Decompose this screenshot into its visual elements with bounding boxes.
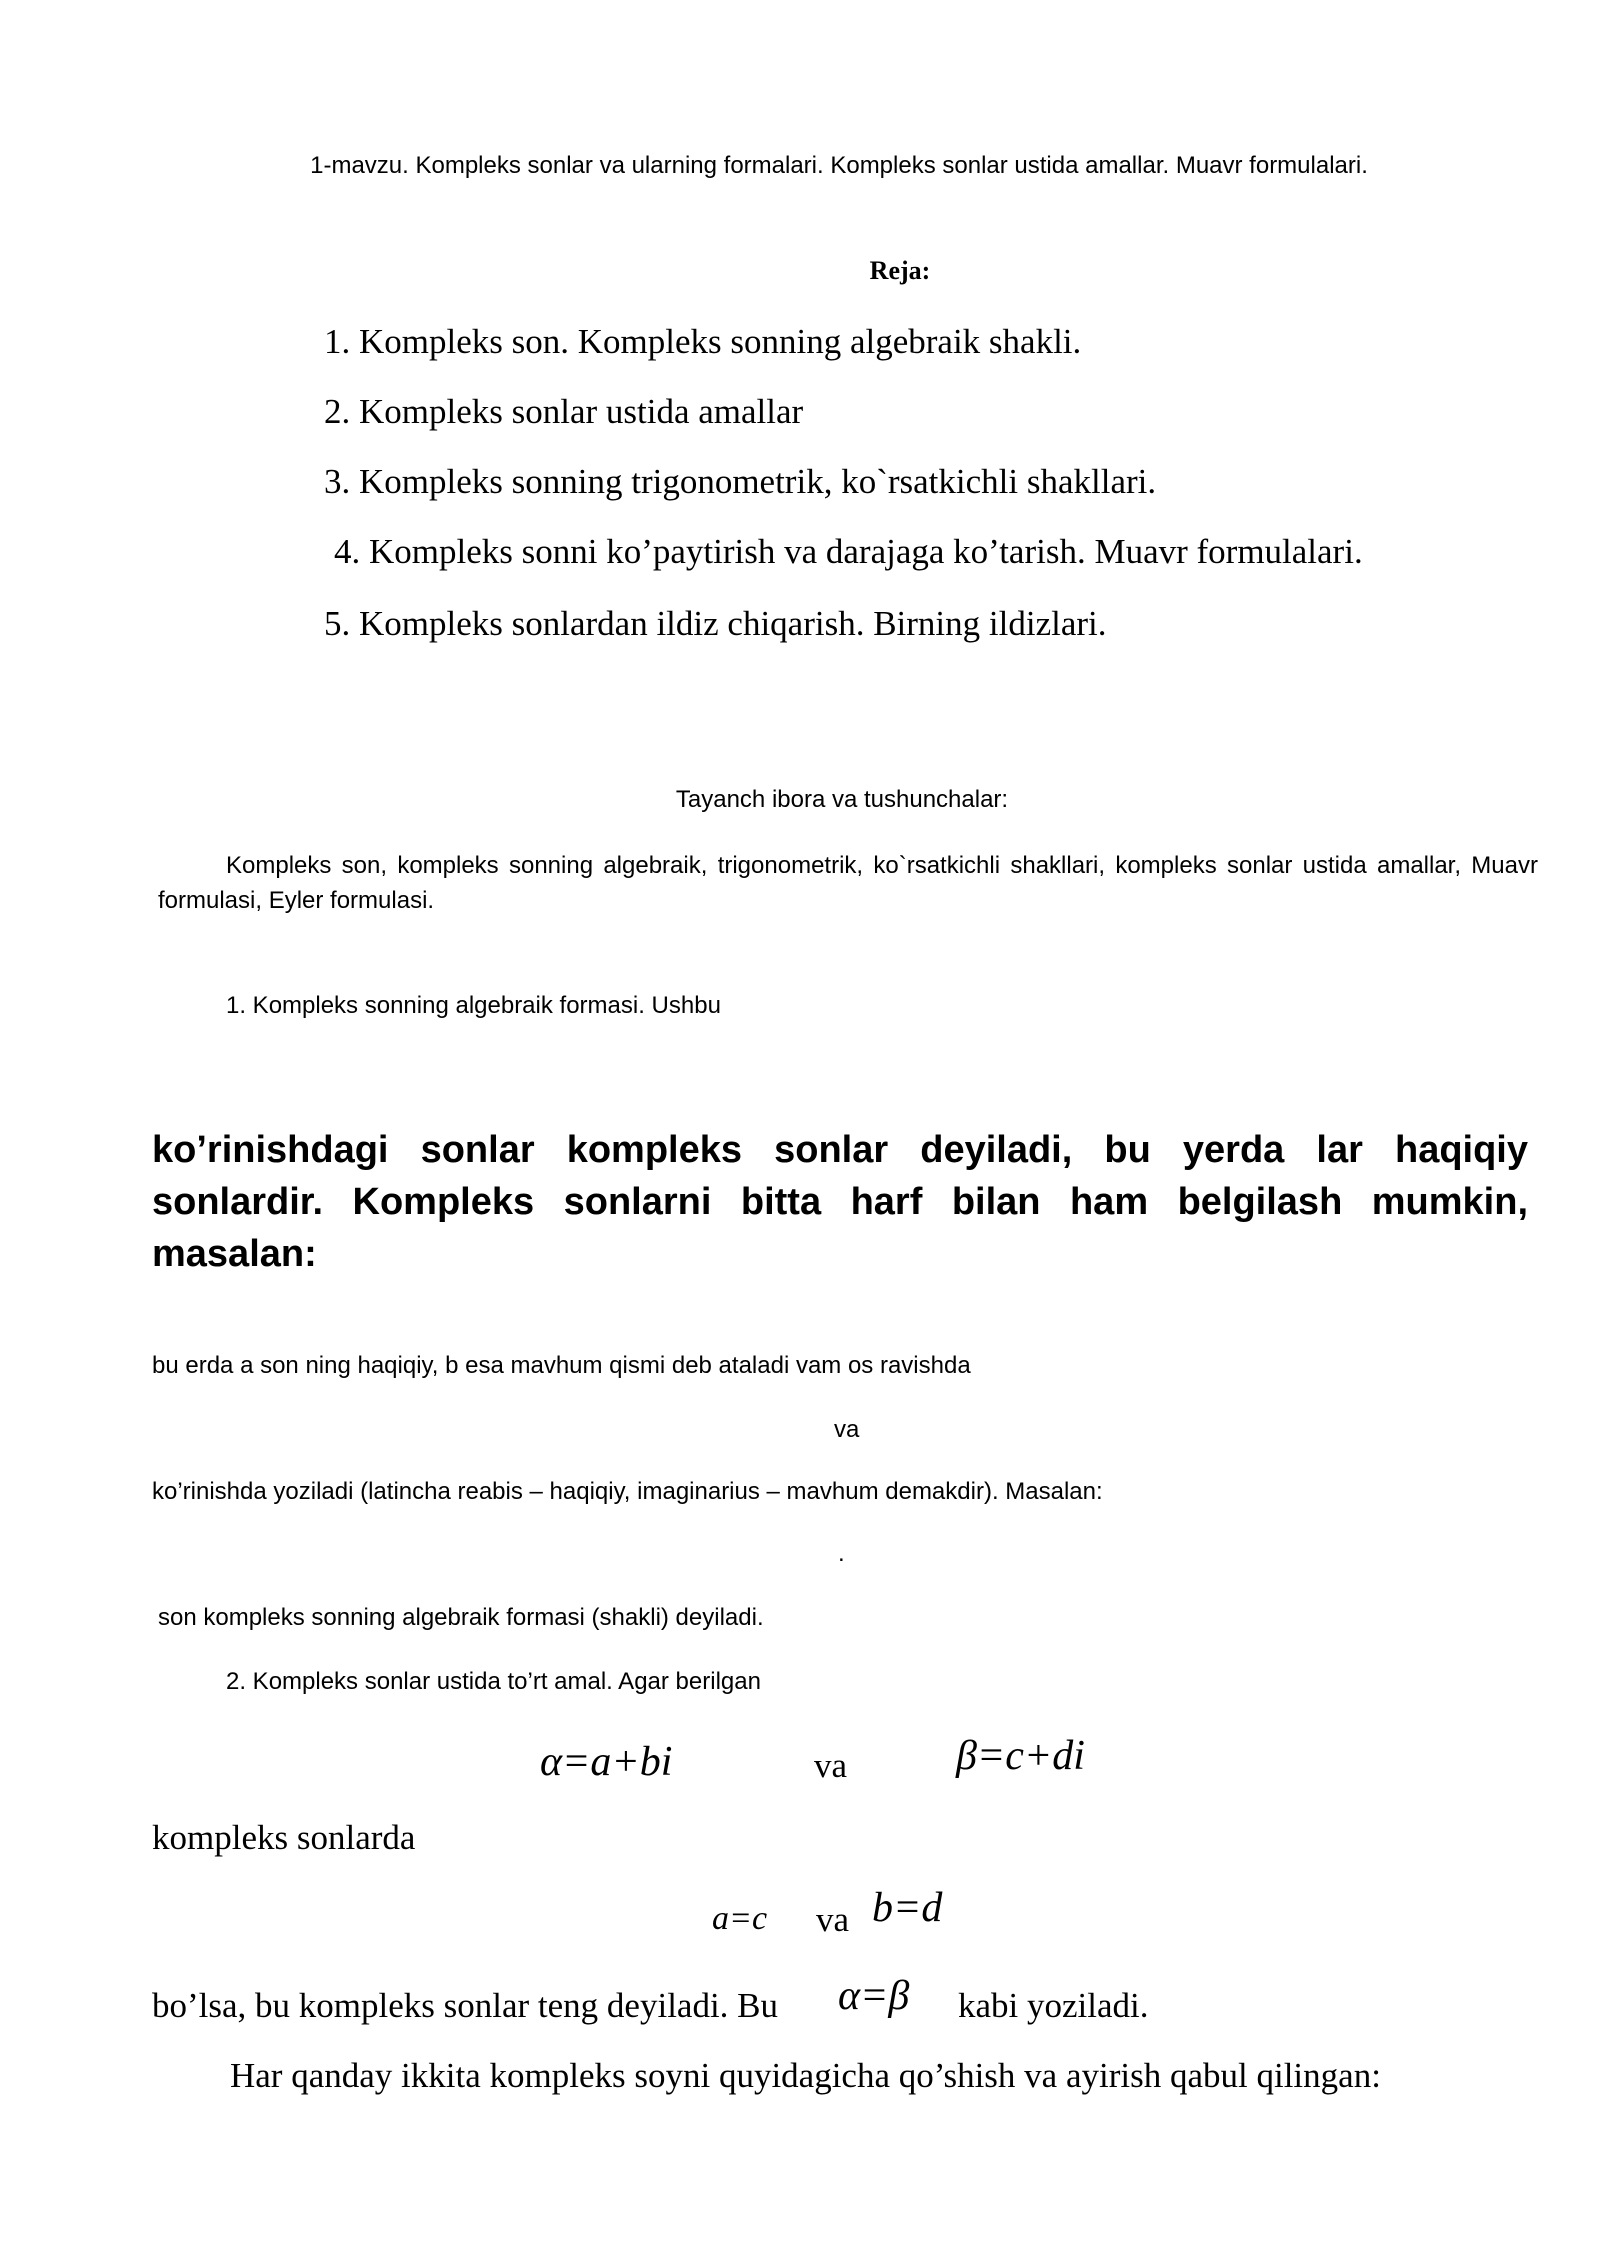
equality-text-before: bo’lsa, bu kompleks sonlar teng deyiladi. Bu: [152, 1986, 779, 2025]
section1-dot: .: [838, 1540, 845, 1567]
formula-alpha-equals-beta: α=β: [838, 1973, 910, 2019]
formula-beta: β=c+di: [956, 1733, 1085, 1779]
plan-heading: Reja:: [869, 256, 931, 285]
plan-item: 1. Kompleks son. Kompleks sonning algebraik shakli.: [324, 322, 1082, 361]
section1-va: va: [834, 1416, 860, 1443]
keywords-heading: Tayanch ibora va tushunchalar:: [675, 786, 1009, 813]
section1-line1: bu erda a son ning haqiqiy, b esa mavhum qismi deb ataladi vam os ravishda: [152, 1352, 971, 1379]
formula-b-equals-d: b=d: [872, 1885, 943, 1931]
equality-text-after: kabi yoziladi.: [958, 1986, 1149, 2025]
plan-item: 2. Kompleks sonlar ustida amallar: [324, 392, 804, 431]
section1-line2: ko’rinishda yoziladi (latincha reabis – haqiqiy, imaginarius – mavhum demakdir). Masalan:: [152, 1478, 1103, 1505]
section2-intro: 2. Kompleks sonlar ustida to’rt amal. Agar berilgan: [226, 1668, 761, 1695]
formula-alpha: α=a+bi: [540, 1739, 673, 1785]
formula-a-equals-c: a=c: [712, 1900, 768, 1937]
section1-intro: 1. Kompleks sonning algebraik formasi. Ushbu: [226, 992, 721, 1019]
formula-va: va: [814, 1746, 848, 1785]
plan-item: 5. Kompleks sonlardan ildiz chiqarish. Birning ildizlari.: [324, 604, 1107, 643]
plan-item: 3. Kompleks sonning trigonometrik, ko`rsatkichli shakllari.: [324, 462, 1157, 501]
keywords-text: Kompleks son, kompleks sonning algebraik, trigonometrik, ko`rsatkichli shakllari, kompleks sonlar ustida amallar, Muavr formulasi, Eyler formulasi.: [158, 852, 1538, 914]
kompleks-sonlarda: kompleks sonlarda: [152, 1818, 416, 1857]
plan-item: 4. Kompleks sonni ko’paytirish va darajaga ko’tarish. Muavr formulalari.: [334, 532, 1363, 571]
section1-line3: son kompleks sonning algebraik formasi (shakli) deyiladi.: [158, 1604, 764, 1631]
addition-intro: Har qanday ikkita kompleks soyni quyidagicha qo’shish va ayirish qabul qilingan:: [230, 2056, 1381, 2095]
page-title: 1-mavzu. Kompleks sonlar va ularning formalari. Kompleks sonlar ustida amallar. Muavr formulalari.: [310, 152, 1368, 179]
formula-va-2: va: [816, 1900, 850, 1939]
definition-paragraph: ko’rinishdagi sonlar kompleks sonlar deyiladi, bu yerda lar haqiqiy sonlardir. Kompleks sonlarni bitta harf bilan ham belgilash mumkin, masalan:: [152, 1129, 1528, 1275]
